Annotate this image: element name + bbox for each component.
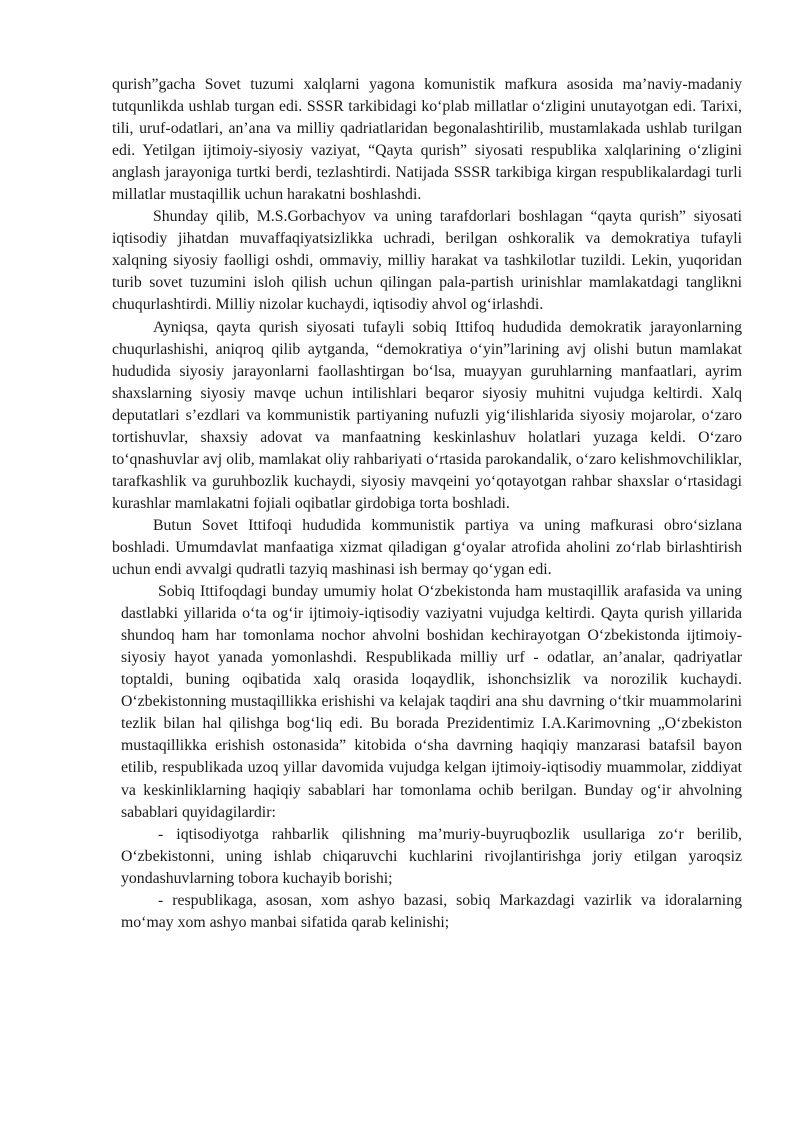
paragraph-1: qurish”gacha Sovet tuzumi xalqlarni yagona komunistik mafkura asosida ma’naviy-madaniy tutqunlikda ushlab turgan edi. SSSR tarkibidagi ko‘plab millatlar o‘zligini unutayotgan edi. Tarixi, tili, uruf-odatlari, an’ana va milliy qadriatlaridan begonalashtirilib, mustamlakada ushlab turilgan edi. Yetilgan ijtimoiy-siyosiy vaziyat, “Qayta qurish” siyosati respublika xalqlarining o‘zligini anglash jarayoniga turtki berdi, tezlashtirdi. Natijada SSSR tarkibiga kirgan respublikalardagi turli millatlar mustaqillik uchun harakatni boshlashdi. (112, 76, 742, 204)
paragraph-4: Butun Sovet Ittifoqi hududida kommunistik partiya va uning mafkurasi obro‘sizlana boshladi. Umumdavlat manfaatiga xizmat qiladigan g‘oyalar atrofida aholini zo‘rlab birlashtirish uchun endi avvalgi qudratli tazyiq mashinasi ish bermay qo‘ygan edi. (112, 516, 742, 579)
text-block-top (112, 74, 742, 581)
list-item-2: - respublikaga, asosan, xom ashyo bazasi, sobiq Markazdagi vazirlik va idoralarning mo‘may xom ashyo manbai sifatida qarab kelinishi; (121, 891, 742, 931)
list-item-1: - iqtisodiyotga rahbarlik qilishning ma’muriy-buyruqbozlik usullariga zo‘r berilib, O‘zbekistonni, uning ishlab chiqaruvchi kuchlarini rivojlantirishga joriy etilgan yaroqsiz yondashuvlarning tobora kuchayib borishi; (121, 825, 742, 887)
document-page (112, 74, 742, 934)
paragraph-5: Sobiq Ittifoqdagi bunday umumiy holat O‘zbekistonda ham mustaqillik arafasida va uning dastlabki yillarida o‘ta og‘ir ijtimoiy-iqtisodiy vaziyatni vujudga keltirdi. Qayta qurish yillarida shundoq ham har tomonlama nochor ahvolni boshidan kechirayotgan O‘zbekistonda ijtimoiy-siyosiy hayot yanada yomonlashdi. Respublikada milliy urf - odatlar, an’analar, qadriyatlar toptaldi, buning oqibatida xalq orasida loqaydlik, ishonchsizlik va norozilik kuchaydi. O‘zbekistonning mustaqillikka erishishi va kelajak taqdiri ana shu davrning o‘tkir muammolarini tezlik bilan hal qilishga bog‘liq edi. Bu borada Prezidentimiz I.A.Karimovning „O‘zbekiston mustaqillikka erishish ostonasida” kitobida o‘sha davrning haqiqiy manzarasi batafsil bayon etilib, respublikada uzoq yillar davomida vujudga kelgan ijtimoiy-iqtisodiy muammolar, ziddiyat va keskinliklarning haqiqiy sabablari har tomonlama ochib berilgan. Bunday og‘ir ahvolning sabablari quyidagilardir: (121, 583, 742, 821)
paragraph-2: Shunday qilib, M.S.Gorbachyov va uning tarafdorlari boshlagan “qayta qurish” siyosati iqtisodiy jihatdan muvaffaqiyatsizlikka uchradi, berilgan oshkoralik va demokratiya tufayli xalqning siyosiy faolligi oshdi, ommaviy, milliy harakat va tashkilotlar tuzildi. Lekin, yuqoridan turib sovet tuzumini isloh qilish uchun qilingan pala-partish urinishlar mamlakatdagi tanglikni chuqurlashtirdi. Milliy nizolar kuchaydi, iqtisodiy ahvol og‘irlashdi. (112, 208, 742, 314)
paragraph-3: Ayniqsa, qayta qurish siyosati tufayli sobiq Ittifoq hududida demokratik jarayonlarning chuqurlashishi, aniqroq qilib aytganda, “demokratiya o‘yin”larining avj olishi butun mamlakat hududida siyosiy jarayonlarni faollashtirgan bo‘lsa, muayyan guruhlarning manfaatlari, ayrim shaxslarning siyosiy mavqe uchun intilishlari beqaror siyosiy muhitni vujudga keltirdi. Xalq deputatlari s’ezdlari va kommunistik partiyaning nufuzli yig‘ilishlarida siyosiy mojarolar, o‘zaro tortishuvlar, shaxsiy adovat va manfaatning keskinlashuv holatlari yuzaga keldi. O‘zaro to‘qnashuvlar avj olib, mamlakat oliy rahbariyati o‘rtasida parokandalik, o‘zaro kelishmovchiliklar, tarafkashlik va guruhbozlik kuchaydi, siyosiy mavqeini yo‘qotayotgan rahbar shaxslar o‘rtasidagi kurashlar mamlakatni fojiali oqibatlar girdobiga torta boshladi. (112, 318, 742, 512)
text-block-bottom (112, 581, 742, 934)
